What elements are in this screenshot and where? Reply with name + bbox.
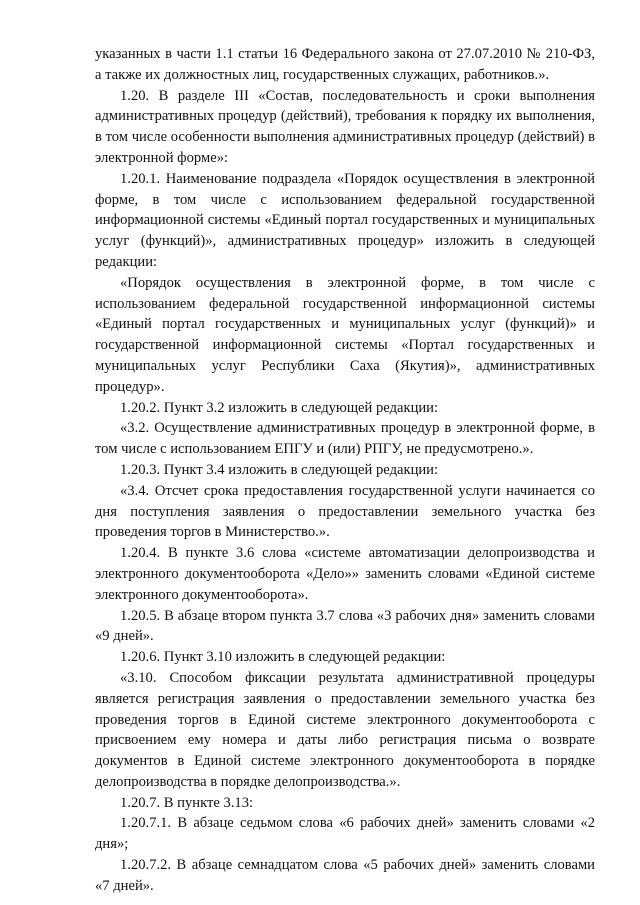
paragraph: 1.20.1. Наименование подраздела «Порядок осуществления в электронной форме, в том числе с использованием федеральной государственной информационной системы «Единый портал государственных и муниципальных услуг (функций)», административных процедур» изложить в следующей редакции: bbox=[95, 170, 595, 270]
paragraph: 1.20.4. В пункте 3.6 слова «системе автоматизации делопроизводства и электронного документооборота «Дело»» заменить словами «Единой системе электронного документооборота». bbox=[95, 545, 595, 603]
paragraph: 1.20.7.1. В абзаце седьмом слова «6 рабочих дней» заменить словами «2 дня»; bbox=[95, 815, 595, 853]
document-page bbox=[95, 44, 595, 897]
paragraph: 1.20.7. В пункте 3.13: bbox=[120, 794, 254, 811]
paragraph: 1.20.7.2. В абзаце семнадцатом слова «5 рабочих дней» заменить словами «7 дней». bbox=[95, 857, 595, 894]
paragraph: «Порядок осуществления в электронной форме, в том числе с использованием федеральной государственной информационной системы «Единый портал государственных и муниципальных услуг (функций)» и государственной информационной системы «Портал государственных и муниципальных услуг Республики Саха (Якутия)», административных процедур». bbox=[95, 274, 595, 395]
paragraph: 1.20. В разделе III «Состав, последовательность и сроки выполнения административных процедур (действий), требования к порядку их выполнения, в том числе особенности выполнения административных процедур (действий) в электронной форме»: bbox=[95, 87, 595, 166]
paragraph: 1.20.2. Пункт 3.2 изложить в следующей редакции: bbox=[120, 399, 439, 416]
paragraph: «3.4. Отсчет срока предоставления государственной услуги начинается со дня поступления заявления о предоставлении земельного участка без проведения торгов в Министерство.». bbox=[95, 482, 595, 541]
paragraph: 1.20.6. Пункт 3.10 изложить в следующей редакции: bbox=[120, 649, 446, 666]
paragraph: 1.20.5. В абзаце втором пункта 3.7 слова «3 рабочих дня» заменить словами «9 дней». bbox=[95, 607, 595, 645]
paragraph: «3.10. Способом фиксации результата административной процедуры является регистрация заявления о предоставлении земельного участка без проведения торгов в Единой системе электронного документооборота с присвоением ему номера и даты либо регистрация письма о возврате документов в Единой системе электронного документооборота в порядке делопроизводства в порядке делопроизводства.». bbox=[95, 669, 595, 790]
paragraph: 1.20.3. Пункт 3.4 изложить в следующей редакции: bbox=[120, 461, 439, 478]
paragraph: «3.2. Осуществление административных процедур в электронной форме, в том числе с использованием ЕПГУ и (или) РПГУ, не предусмотрено.». bbox=[95, 420, 595, 458]
paragraph: указанных в части 1.1 статьи 16 Федерального закона от 27.07.2010 № 210-ФЗ, а также их должностных лиц, государственных служащих, работников.». bbox=[95, 46, 595, 83]
